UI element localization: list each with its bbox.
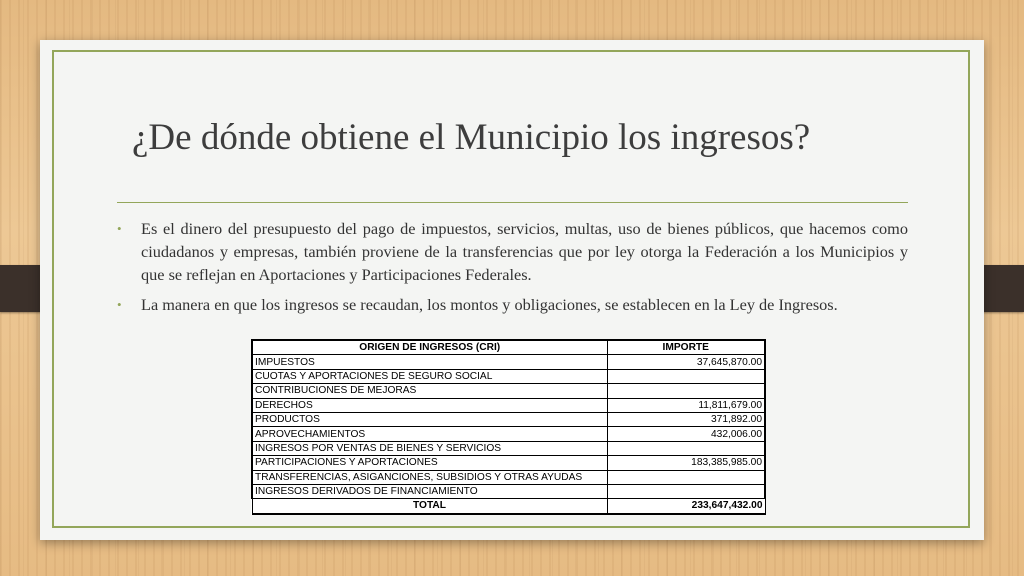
bullet-list xyxy=(117,217,908,323)
table-row xyxy=(252,412,765,426)
table-row xyxy=(252,384,765,398)
row-amount xyxy=(607,441,765,455)
bullet-icon: • xyxy=(117,221,122,236)
row-label: IMPUESTOS xyxy=(252,355,607,369)
column-header-origin: ORIGEN DE INGRESOS (CRI) xyxy=(252,340,607,355)
row-amount: 11,811,679.00 xyxy=(607,398,765,412)
row-amount xyxy=(607,369,765,383)
bullet-text: Es el dinero del presupuesto del pago de impuestos, servicios, multas, uso de bienes públicos, que hacemos como ciudadanos y empresas, también proviene de la transferencias que por ley otorga la Federación a los Municipios y que se reflejan en Aportaciones y Participaciones Federales. xyxy=(141,219,908,284)
row-label: PRODUCTOS xyxy=(252,412,607,426)
total-label: TOTAL xyxy=(252,499,607,514)
bullet-text: La manera en que los ingresos se recaudan, los montos y obligaciones, se establecen en la Ley de Ingresos. xyxy=(141,295,838,314)
row-amount xyxy=(607,384,765,398)
table-total-row xyxy=(252,499,765,514)
row-amount: 37,645,870.00 xyxy=(607,355,765,369)
table-row xyxy=(252,441,765,455)
row-label: CONTRIBUCIONES DE MEJORAS xyxy=(252,384,607,398)
table-header-row xyxy=(252,340,765,355)
row-label: INGRESOS DERIVADOS DE FINANCIAMIENTO xyxy=(252,484,607,498)
row-label: TRANSFERENCIAS, ASIGANCIONES, SUBSIDIOS Y OTRAS AYUDAS xyxy=(252,470,607,484)
row-label: INGRESOS POR VENTAS DE BIENES Y SERVICIOS xyxy=(252,441,607,455)
bullet-item xyxy=(117,217,908,286)
slide xyxy=(40,40,984,540)
bullet-icon: • xyxy=(117,297,122,312)
income-table xyxy=(251,339,766,515)
bullet-item xyxy=(117,293,908,316)
table-row xyxy=(252,484,765,498)
row-amount xyxy=(607,470,765,484)
table-row xyxy=(252,369,765,383)
table-row xyxy=(252,427,765,441)
total-amount: 233,647,432.00 xyxy=(607,499,765,514)
row-label: DERECHOS xyxy=(252,398,607,412)
table-row xyxy=(252,470,765,484)
row-amount: 432,006.00 xyxy=(607,427,765,441)
row-label: PARTICIPACIONES Y APORTACIONES xyxy=(252,456,607,470)
table-row xyxy=(252,456,765,470)
row-label: APROVECHAMIENTOS xyxy=(252,427,607,441)
column-header-amount: IMPORTE xyxy=(607,340,765,355)
slide-title: ¿De dónde obtiene el Municipio los ingresos? xyxy=(132,117,811,158)
table-row xyxy=(252,355,765,369)
row-amount xyxy=(607,484,765,498)
row-amount: 183,385,985.00 xyxy=(607,456,765,470)
row-amount: 371,892.00 xyxy=(607,412,765,426)
table-row xyxy=(252,398,765,412)
row-label: CUOTAS Y APORTACIONES DE SEGURO SOCIAL xyxy=(252,369,607,383)
title-divider xyxy=(117,202,908,203)
